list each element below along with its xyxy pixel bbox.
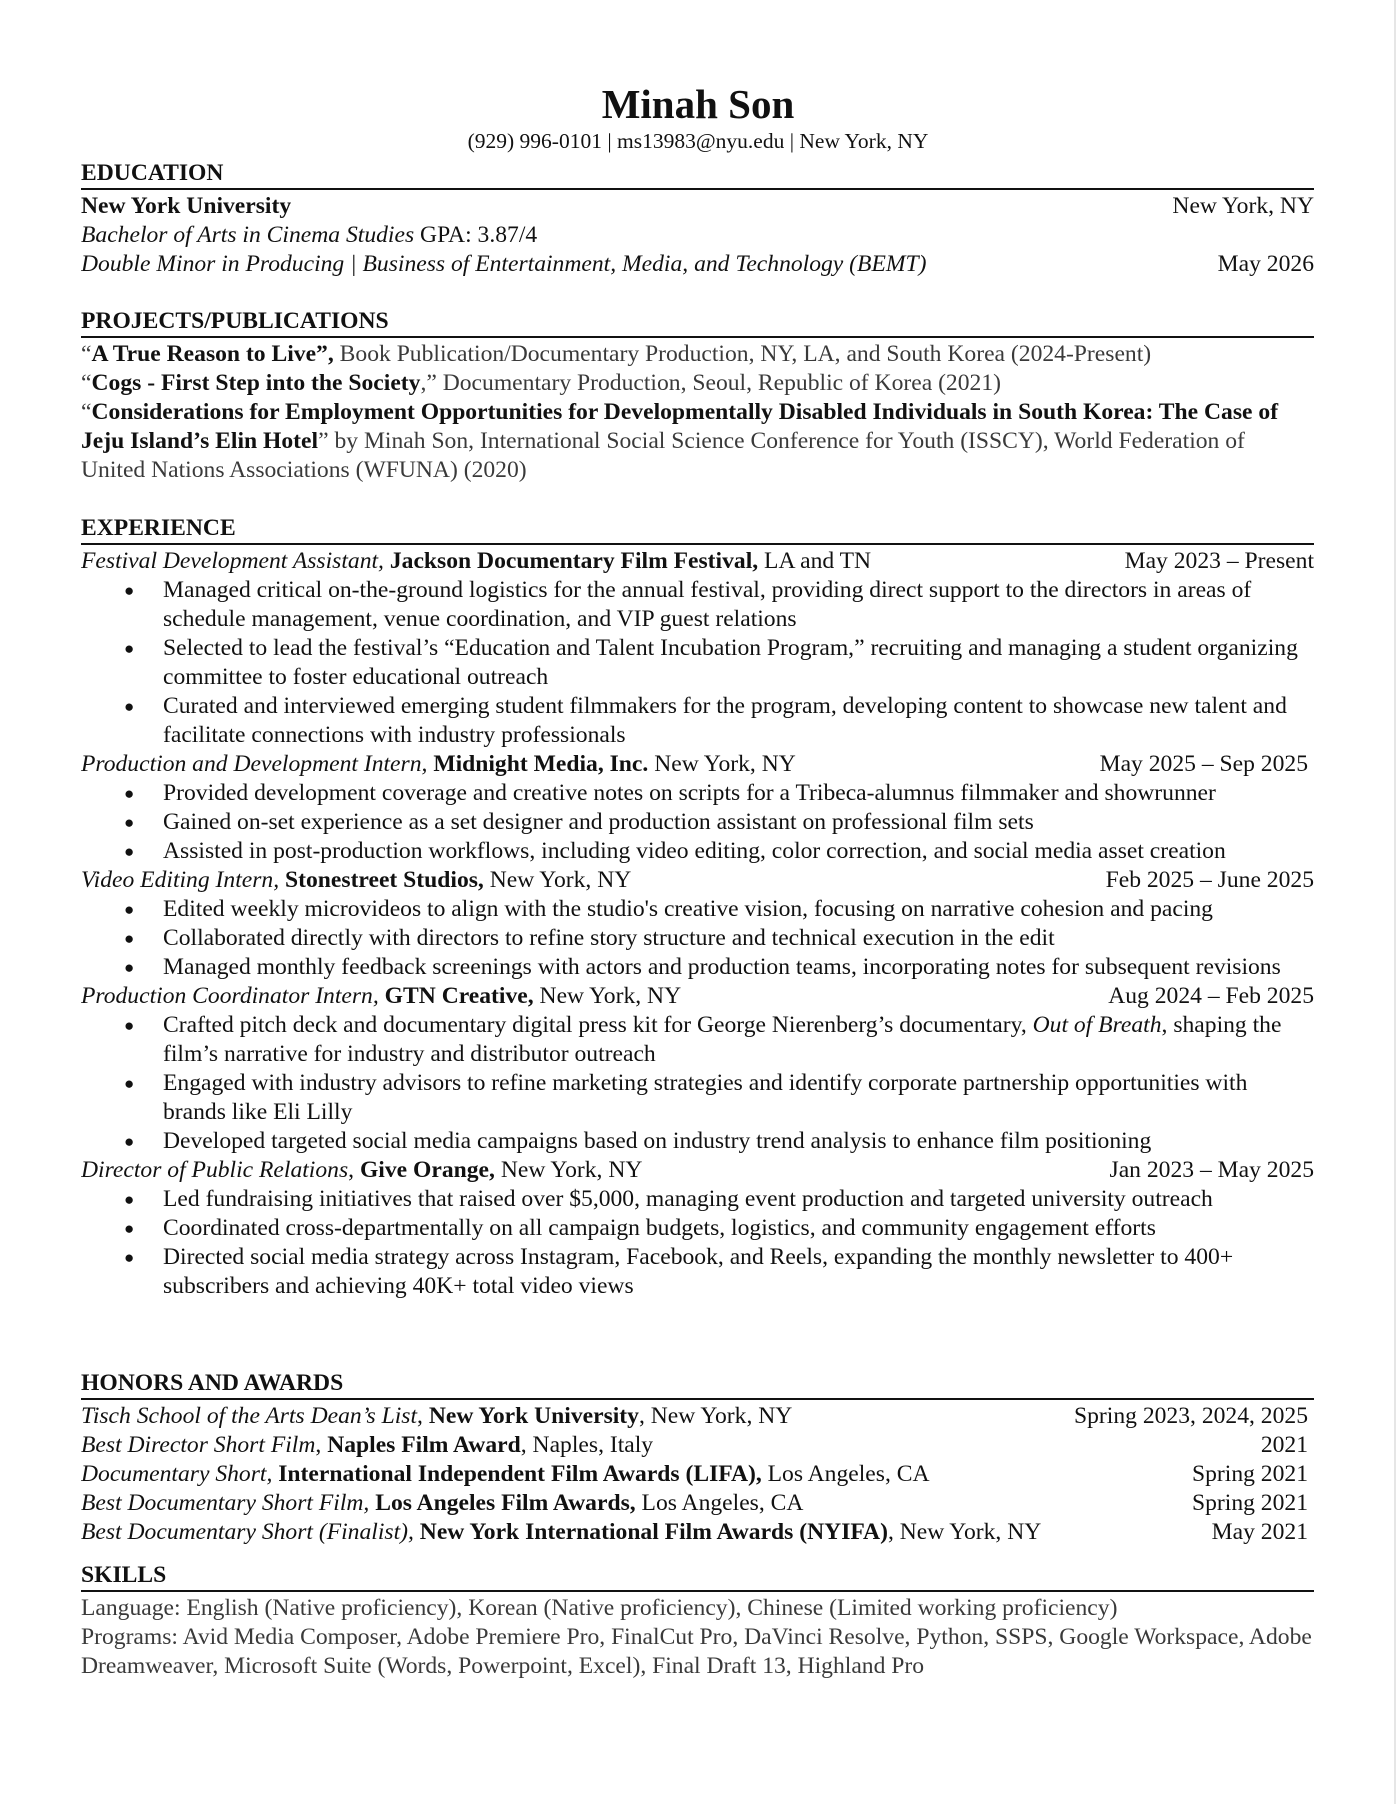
bullet-item: ● Provided development coverage and creative notes on scripts for a Tribeca-alumnus filmmaker and showrunner [81, 779, 1314, 808]
honor-date: May 2021 [1211, 1519, 1308, 1545]
bullet-item: ● Collaborated directly with directors to refine story structure and technical execution in the edit [81, 924, 1314, 953]
job-header [81, 750, 1314, 779]
minor: Double Minor in Producing | Business of Entertainment, Media, and Technology (BEMT) [81, 251, 927, 277]
job-header [81, 866, 1314, 895]
job-location: New York, NY [494, 1157, 643, 1183]
job-bullets [81, 1185, 1314, 1301]
bullet-item: ● Managed monthly feedback screenings with actors and production teams, incorporating notes for subsequent revisions [81, 953, 1314, 982]
bullet-item: ● Crafted pitch deck and documentary digital press kit for George Nierenberg’s documentary, Out of Breath, shaping the film’s narrative for industry and distributor outreach [81, 1011, 1314, 1069]
bullet-item: ● Coordinated cross-departmentally on all campaign budgets, logistics, and community engagement efforts [81, 1214, 1314, 1243]
job-bullets [81, 779, 1314, 866]
job-header [81, 982, 1314, 1011]
bullet-item: ● Engaged with industry advisors to refine marketing strategies and identify corporate partnership opportunities with brands like Eli Lilly [81, 1069, 1314, 1127]
honor-row: Documentary Short, International Independent Film Awards (LIFA), Los Angeles, CA Spring 2021 [81, 1460, 1314, 1489]
job-location: New York, NY [483, 867, 632, 893]
honor-date: Spring 2021 [1191, 1490, 1308, 1516]
job-location: LA and TN [758, 548, 872, 574]
education-minor-row [81, 250, 1314, 279]
job-bullets [81, 576, 1314, 750]
job-dates: Aug 2024 – Feb 2025 [1108, 983, 1314, 1009]
honor-row: Best Documentary Short (Finalist), New York International Film Awards (NYIFA), New York, NY May 2021 [81, 1518, 1314, 1547]
honors-heading: HONORS AND AWARDS [81, 1370, 1314, 1400]
job-role: Production and Development Intern, [81, 751, 428, 777]
school-name: New York University [81, 193, 292, 219]
gpa: GPA: 3.87/4 [414, 222, 538, 248]
school-location: New York, NY [1172, 193, 1314, 219]
job-org: Midnight Media, Inc. [433, 751, 649, 777]
bullet-item: ● Selected to lead the festival’s “Education and Talent Incubation Program,” recruiting and managing a student organizing committee to foster educational outreach [81, 634, 1314, 692]
education-degree-row [81, 221, 1314, 250]
skills-programs: Programs: Avid Media Composer, Adobe Premiere Pro, FinalCut Pro, DaVinci Resolve, Python, SSPS, Google Workspace, Adobe Dreamweaver, Microsoft Suite (Words, Powerpoint, Excel), Final Draft 13, Highland Pro [81, 1624, 1312, 1679]
job-org: Stonestreet Studios, [285, 867, 484, 893]
honor-date: Spring 2023, 2024, 2025 [1074, 1403, 1308, 1429]
honor-row: Best Documentary Short Film, Los Angeles Film Awards, Los Angeles, CA Spring 2021 [81, 1489, 1314, 1518]
bullet-item: ● Led fundraising initiatives that raised over $5,000, managing event production and targeted university outreach [81, 1185, 1314, 1214]
projects-section [81, 308, 1314, 485]
job-role: Video Editing Intern, [81, 867, 280, 893]
bullet-item: ● Assisted in post-production workflows, including video editing, color correction, and social media asset creation [81, 837, 1314, 866]
degree: Bachelor of Arts in Cinema Studies [81, 222, 415, 248]
honor-date: Spring 2021 [1191, 1461, 1308, 1487]
bullet-item: ● Edited weekly microvideos to align with the studio's creative vision, focusing on narrative cohesion and pacing [81, 895, 1314, 924]
bullet-item: ● Developed targeted social media campaigns based on industry trend analysis to enhance film positioning [81, 1127, 1314, 1156]
job-location: New York, NY [648, 751, 796, 777]
job-role: Production Coordinator Intern, [81, 983, 379, 1009]
skills-section [81, 1562, 1314, 1681]
honor-row: Tisch School of the Arts Dean’s List, New York University, New York, NY Spring 2023, 2024, 2025 [81, 1402, 1314, 1431]
job-dates: May 2025 – Sep 2025 [1099, 751, 1308, 777]
grad-date: May 2026 [1217, 251, 1314, 277]
education-section [81, 160, 1314, 279]
experience-heading: EXPERIENCE [81, 515, 1314, 545]
job-org: Jackson Documentary Film Festival, [389, 548, 759, 574]
job-location: New York, NY [533, 983, 682, 1009]
job-org: GTN Creative, [384, 983, 534, 1009]
skills-heading: SKILLS [81, 1562, 1314, 1592]
job-header: Director of Public Relations, Give Orange, New York, NY Jan 2023 – May 2025 [81, 1157, 1314, 1183]
experience-section [81, 515, 1314, 1301]
honors-section [81, 1370, 1314, 1547]
job-dates: Feb 2025 – June 2025 [1105, 867, 1314, 893]
projects-heading: PROJECTS/PUBLICATIONS [81, 308, 1314, 338]
bullet-item: ● Managed critical on-the-ground logistics for the annual festival, providing direct support to the directors in areas of schedule management, venue coordination, and VIP guest relations [81, 576, 1314, 634]
candidate-name: Minah Son [601, 81, 795, 127]
education-heading: EDUCATION [81, 160, 1314, 190]
job-bullets [81, 1011, 1314, 1156]
job-dates: Jan 2023 – May 2025 [1109, 1157, 1314, 1183]
bullet-item: ● Directed social media strategy across Instagram, Facebook, and Reels, expanding the monthly newsletter to 400+ subscribers and achieving 40K+ total video views [81, 1243, 1314, 1301]
project-item: “Cogs - First Step into the Society,” Documentary Production, Seoul, Republic of Korea (2021) [81, 370, 1001, 396]
contact-line: (929) 996-0101 | ms13983@nyu.edu | New York, NY [467, 129, 929, 153]
bullet-item: ● Curated and interviewed emerging student filmmakers for the program, developing content to showcase new talent and facilitate connections with industry professionals [81, 692, 1314, 750]
education-school-row [81, 192, 1314, 221]
job-role: Festival Development Assistant, [81, 548, 384, 574]
project-item: “Considerations for Employment Opportunities for Developmentally Disabled Individuals in South Korea: The Case of Jeju Island’s Elin Hotel” by Minah Son, International Social Science Conference for Youth (ISSCY), World Federation of United Nations Associations (WFUNA) (2020) [81, 399, 1279, 483]
honor-date: 2021 [1260, 1432, 1308, 1458]
bullet-item: ● Gained on-set experience as a set designer and production assistant on professional film sets [81, 808, 1314, 837]
job-dates: May 2023 – Present [1124, 548, 1314, 574]
skills-language: Language: English (Native proficiency), Korean (Native proficiency), Chinese (Limited working proficiency) [81, 1595, 1118, 1621]
job-role: Director of Public Relations [81, 1157, 349, 1183]
job-header [81, 547, 1314, 576]
job-org: Give Orange, [359, 1157, 495, 1183]
honor-row: Best Director Short Film, Naples Film Award, Naples, Italy 2021 [81, 1431, 1314, 1460]
job-bullets [81, 895, 1314, 982]
project-item: “A True Reason to Live”, Book Publication/Documentary Production, NY, LA, and South Korea (2024-Present) [81, 341, 1152, 367]
